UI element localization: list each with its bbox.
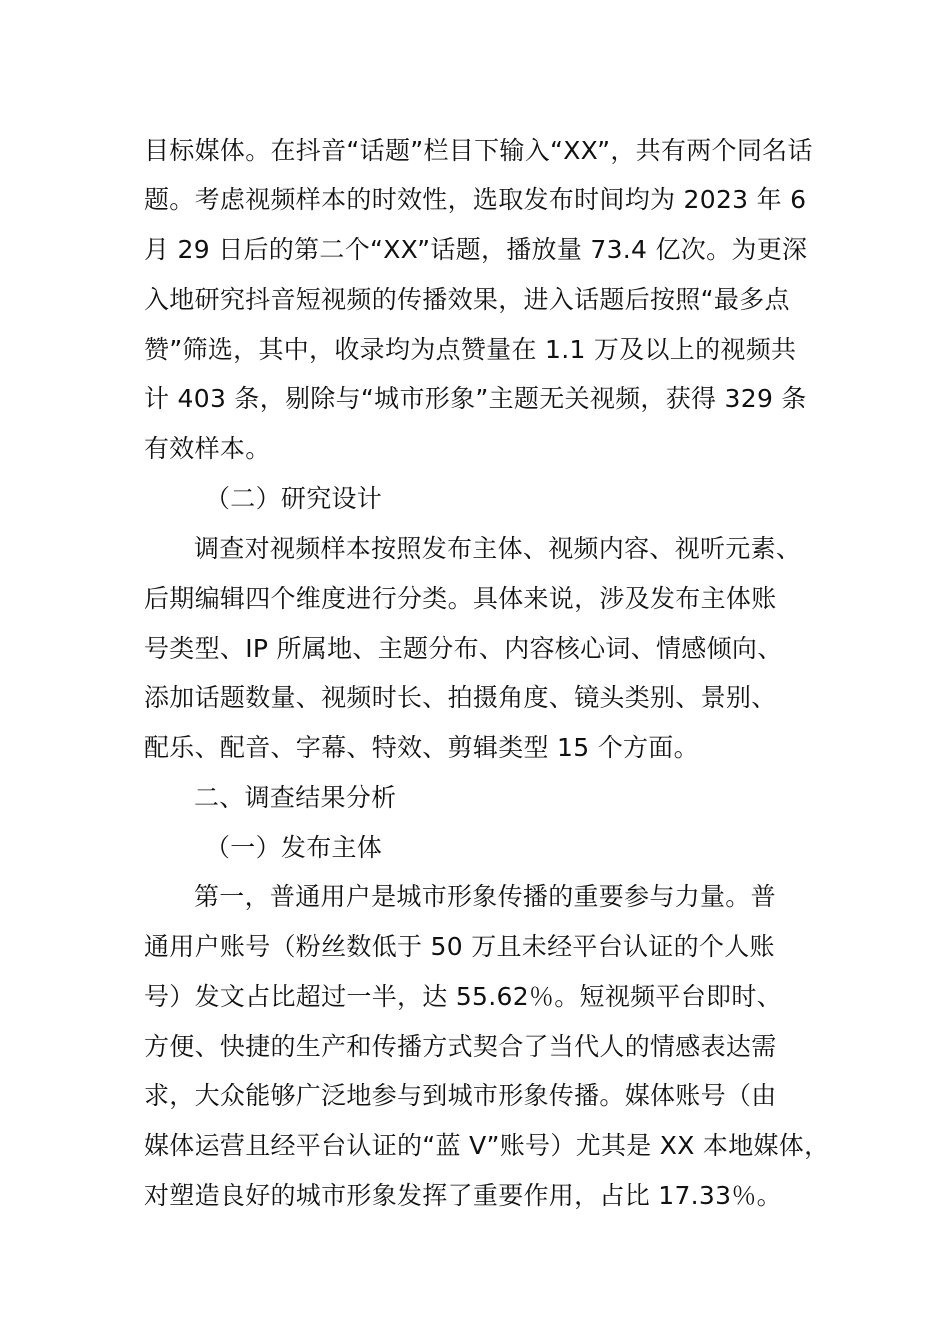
- body-text-line: 号）发文占比超过一半，达 55.62％。短视频平台即时、: [144, 982, 782, 1011]
- body-text-line: 目标媒体。在抖音“话题”栏目下输入“XX”，共有两个同名话: [144, 136, 813, 165]
- section-heading: （一）发布主体: [205, 833, 383, 862]
- body-text-line: 求，大众能够广泛地参与到城市形象传播。媒体账号（由: [144, 1081, 777, 1110]
- body-text-line: 媒体运营且经平台认证的“蓝 V”账号）尤其是 XX 本地媒体，: [144, 1131, 830, 1160]
- chapter-heading: 二、调查结果分析: [194, 783, 397, 812]
- body-text-line: 入地研究抖音短视频的传播效果，进入话题后按照“最多点: [144, 285, 790, 314]
- body-text-line: 号类型、IP 所属地、主题分布、内容核心词、情感倾向、: [144, 634, 783, 663]
- body-text-line: 添加话题数量、视频时长、拍摄角度、镜头类别、景别、: [144, 683, 777, 712]
- body-text-line: 有效样本。: [144, 434, 271, 463]
- body-text-line: 第一，普通用户是城市形象传播的重要参与力量。普: [194, 882, 776, 911]
- body-text-line: 题。考虑视频样本的时效性，选取发布时间均为 2023 年 6: [144, 185, 807, 214]
- body-text-line: 通用户账号（粉丝数低于 50 万且未经平台认证的个人账: [144, 932, 775, 961]
- body-text-line: 月 29 日后的第二个“XX”话题，播放量 73.4 亿次。为更深: [144, 235, 808, 264]
- body-text-line: 计 403 条，剔除与“城市形象”主题无关视频，获得 329 条: [144, 384, 807, 413]
- body-text-line: 调查对视频样本按照发布主体、视频内容、视听元素、: [194, 534, 802, 563]
- section-heading: （二）研究设计: [205, 484, 383, 513]
- body-text-line: 配乐、配音、字幕、特效、剪辑类型 15 个方面。: [144, 733, 699, 762]
- body-text-line: 方便、快捷的生产和传播方式契合了当代人的情感表达需: [144, 1032, 777, 1061]
- body-text-line: 赞”筛选，其中，收录均为点赞量在 1.1 万及以上的视频共: [144, 335, 797, 364]
- body-text-line: 对塑造良好的城市形象发挥了重要作用，占比 17.33％。: [144, 1181, 782, 1210]
- body-text-line: 后期编辑四个维度进行分类。具体来说，涉及发布主体账: [144, 584, 777, 613]
